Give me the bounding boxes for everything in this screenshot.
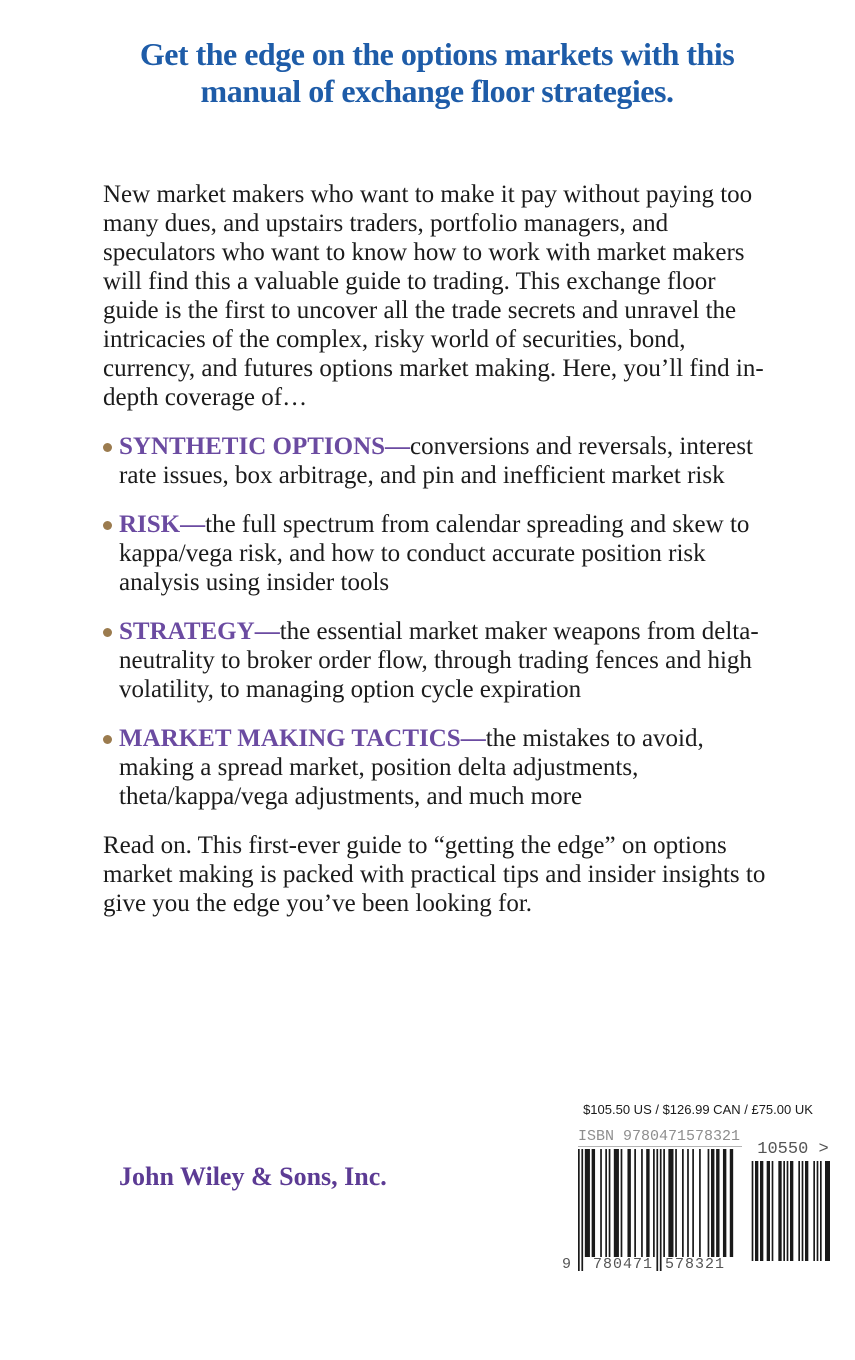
feature-item: [103, 432, 771, 490]
price-line: $105.50 US / $126.99 CAN / £75.00 UK: [583, 1102, 813, 1117]
bullet-dot-icon: [103, 735, 112, 744]
intro-paragraph: New market makers who want to make it pay without paying too many dues, and upstairs traders, portfolio managers, and speculators who want to know how to work with market makers will find this a valuable guide to trading. This exchange floor guide is the first to uncover all the trade secrets and unravel the intricacies of the complex, risky world of securities, bond, currency, and futures options market making. Here, you’ll find in-depth coverage of…: [103, 181, 764, 411]
feature-dash: —: [254, 618, 280, 645]
isbn-label: ISBN 9780471578321: [578, 1128, 741, 1145]
feature-description: the mistakes to avoid, making a spread market, position delta adjustments, theta/kappa/vega adjustments, and much more: [119, 725, 704, 810]
feature-dash: —: [385, 433, 411, 460]
closing-paragraph: Read on. This first-ever guide to “getting the edge” on options market making is packed with practical tips and insider insights to give you the edge you’ve been looking for.: [103, 832, 766, 917]
tagline-line-2: manual of exchange floor strategies.: [200, 73, 674, 109]
barcode-digit-group: 780471: [592, 1256, 653, 1273]
feature-list: [103, 432, 771, 811]
supplement-code-label: 10550 >: [757, 1140, 829, 1159]
feature-keyword: MARKET MAKING TACTICS: [119, 725, 461, 752]
ean5-supplement-barcode: [750, 1161, 830, 1261]
feature-keyword: SYNTHETIC OPTIONS: [119, 433, 386, 460]
bullet-dot-icon: [103, 521, 112, 530]
bullet-dot-icon: [103, 443, 112, 452]
barcode-digit-group: 578321: [664, 1256, 725, 1273]
publisher-name: John Wiley & Sons, Inc.: [119, 1162, 387, 1191]
feature-description: conversions and reversals, interest rate issues, box arbitrage, and pin and inefficient market risk: [119, 433, 753, 489]
feature-item: [103, 617, 771, 704]
ean13-barcode: [578, 1149, 740, 1271]
tagline-line-1: Get the edge on the options markets with this: [139, 36, 735, 72]
barcode-digit-group: 9: [561, 1256, 572, 1273]
feature-description: the full spectrum from calendar spreading and skew to kappa/vega risk, and how to conduct accurate position risk analysis using insider tools: [119, 511, 750, 596]
tagline-heading: [103, 36, 771, 110]
feature-dash: —: [460, 725, 486, 752]
feature-item: [103, 724, 771, 811]
feature-dash: —: [180, 511, 206, 538]
feature-item: [103, 510, 771, 597]
feature-keyword: RISK: [119, 511, 181, 538]
feature-description: the essential market maker weapons from delta-neutrality to broker order flow, through trading fences and high volatility, to managing option cycle expiration: [119, 618, 759, 703]
feature-keyword: STRATEGY: [119, 618, 255, 645]
bullet-dot-icon: [103, 628, 112, 637]
cover-copy: [103, 36, 771, 918]
